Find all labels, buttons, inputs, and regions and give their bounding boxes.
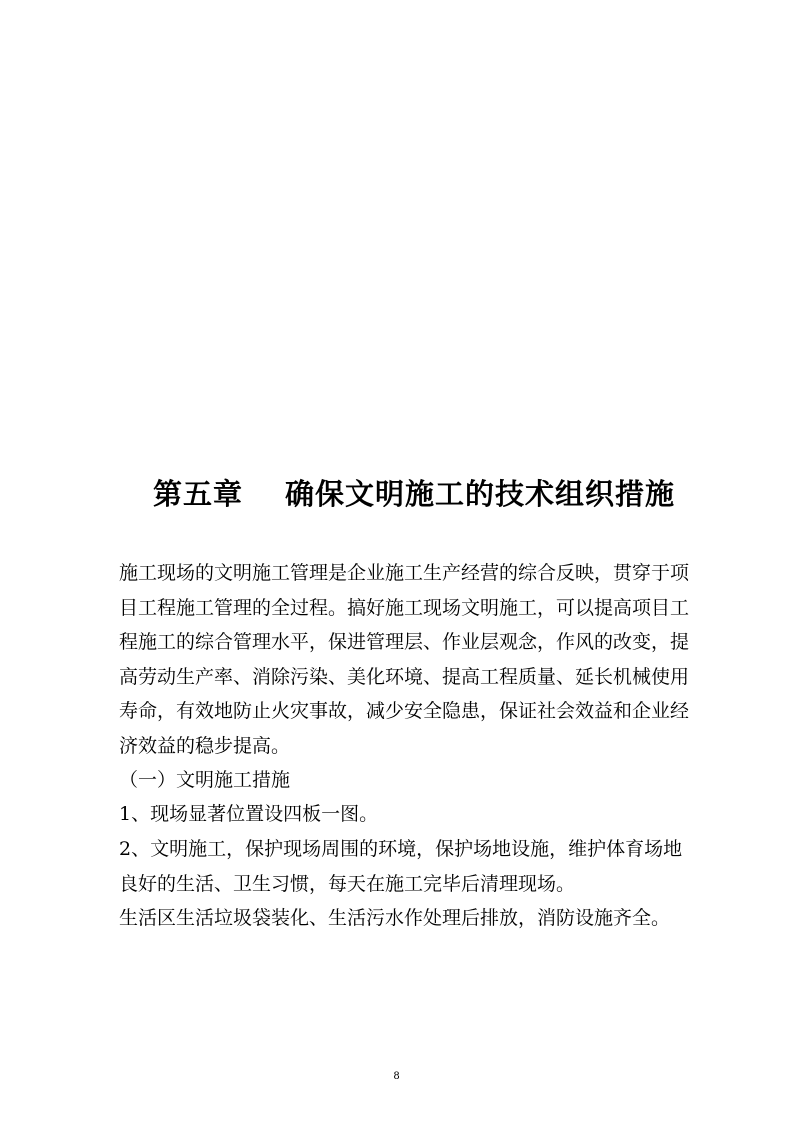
section-heading: [119, 763, 679, 798]
paragraph-line: 寿命，有效地防止火灾事故，减少安全隐患，保证社会效益和企业经: [119, 700, 690, 722]
list-item: [119, 797, 679, 832]
page-number: 8: [393, 1071, 400, 1082]
list-item-text: 生活区生活垃圾袋装化、生活污水作处理后排放，消防设施齐全。: [119, 907, 671, 929]
list-item-text: 良好的生活、卫生习惯，每天在施工完毕后清理现场。: [119, 872, 576, 895]
list-item: [119, 832, 683, 901]
paragraph-line: 目工程施工管理的全过程。搞好施工现场文明施工，可以提高项目工: [119, 596, 690, 619]
list-item-text: 1、现场显著位置设四板一图。: [119, 803, 379, 825]
paragraph-line: 程施工的综合管理水平，保进管理层、作业层观念，作风的改变，提: [119, 631, 690, 653]
list-item-text: 2、文明施工，保护现场周围的环境，保护场地设施，维护体育场地: [119, 838, 683, 860]
paragraph-line: 高劳动生产率、消除污染、美化环境、提高工程质量、延长机械使用: [119, 665, 690, 688]
intro-paragraph: [119, 556, 690, 763]
chapter-title-text: 确保文明施工的技术组织措施: [285, 477, 676, 511]
section-heading-text: （一）文明施工措施: [119, 769, 291, 791]
list-item: [119, 901, 679, 936]
paragraph-line: 施工现场的文明施工管理是企业施工生产经营的综合反映，贯穿于项: [119, 562, 690, 584]
chapter-number: 第五章: [153, 477, 244, 511]
paragraph-line: 济效益的稳步提高。: [119, 734, 291, 757]
chapter-title: [153, 470, 693, 518]
